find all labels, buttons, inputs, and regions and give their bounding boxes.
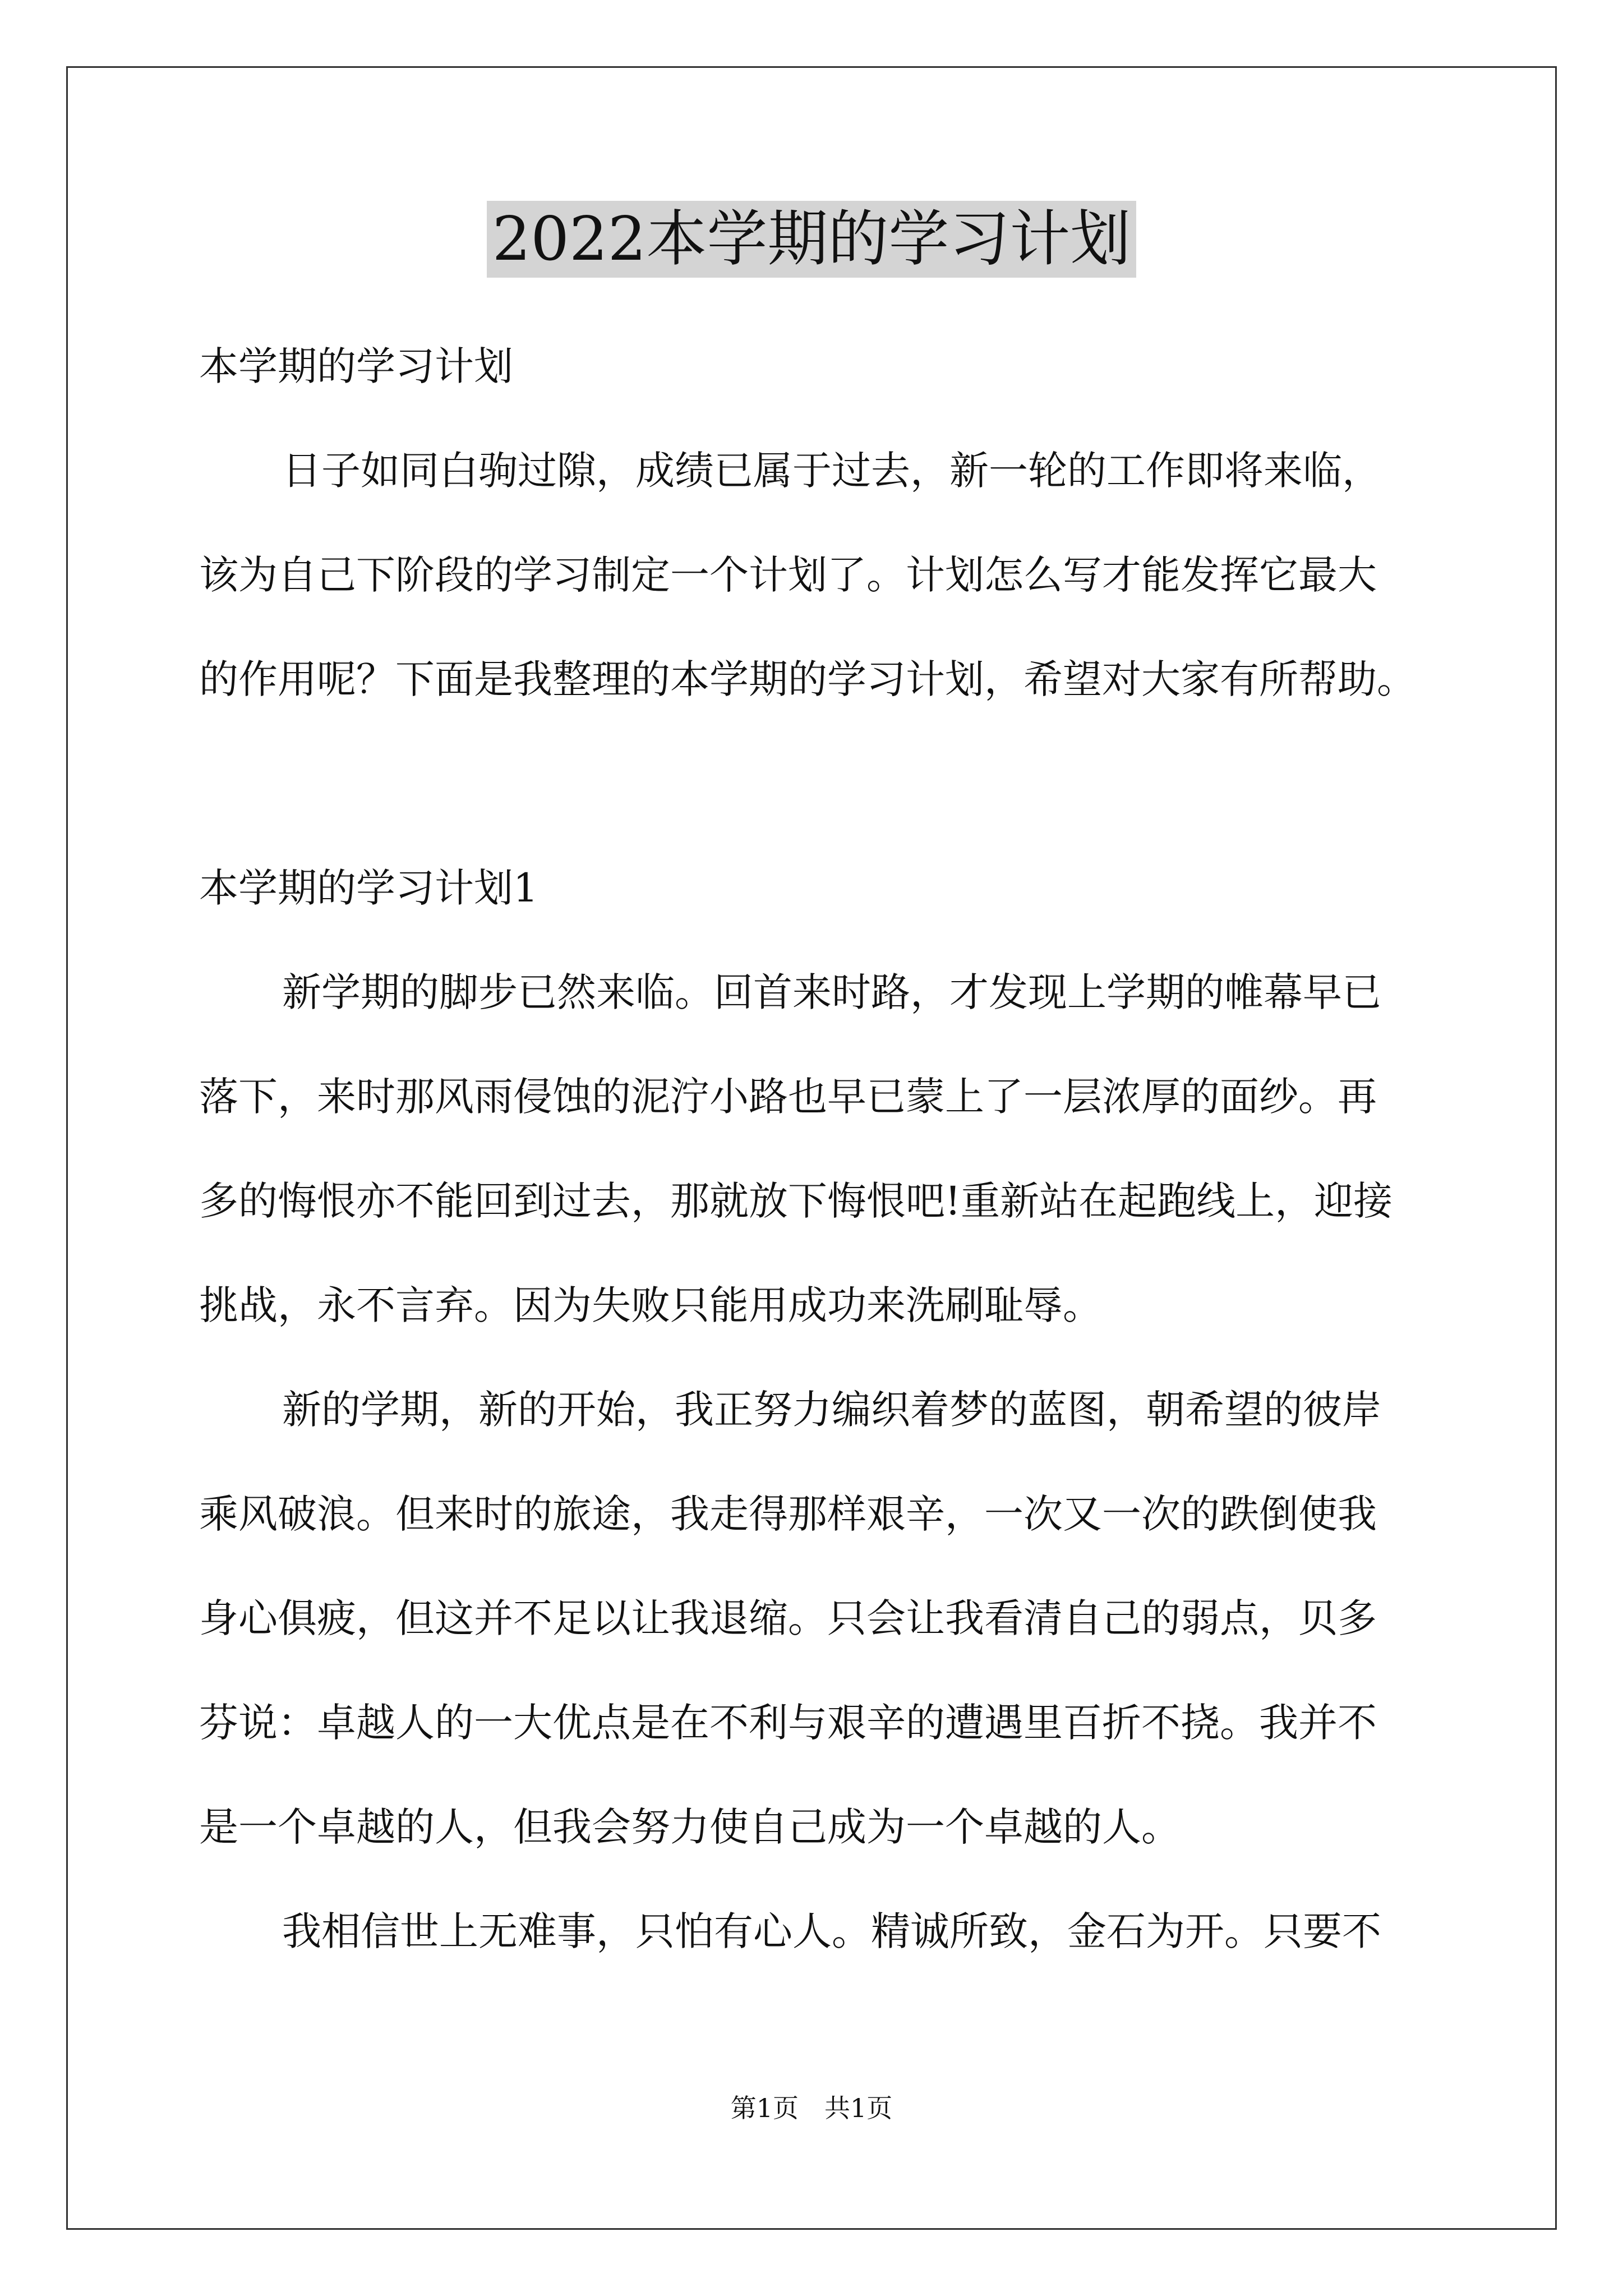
paragraph-line: 我相信世上无难事，只怕有心人。精诚所致，金石为开。只要不 (282, 1908, 1381, 1954)
paragraph-line: 乘风破浪。但来时的旅途，我走得那样艰辛，一次又一次的跌倒使我 (199, 1491, 1377, 1537)
paragraph-gap (199, 731, 1461, 836)
paragraph-line: 挑战，永不言弃。因为失败只能用成功来洗刷耻辱。 (199, 1282, 1102, 1328)
paragraph-line: 多的悔恨亦不能回到过去，那就放下悔恨吧!重新站在起跑线上，迎接 (199, 1178, 1393, 1224)
paragraph-line: 是一个卓越的人，但我会努力使自己成为一个卓越的人。 (199, 1804, 1181, 1850)
paragraph-line: 落下，来时那风雨侵蚀的泥泞小路也早已蒙上了一层浓厚的面纱。再 (199, 1074, 1377, 1120)
paragraph-line: 芬说：卓越人的一大优点是在不利与艰辛的遭遇里百折不挠。我并不 (199, 1700, 1377, 1746)
paragraph-line: 身心俱疲，但这并不足以让我退缩。只会让我看清自己的弱点，贝多 (199, 1595, 1377, 1641)
paragraph-line: 新学期的脚步已然来临。回首来时路，才发现上学期的帷幕早已 (282, 969, 1381, 1015)
paragraph-line: 新的学期，新的开始，我正努力编织着梦的蓝图，朝希望的彼岸 (282, 1387, 1381, 1433)
page-number-label: 第1页 共1页 (730, 2093, 893, 2123)
document-title-text: 2022本学期的学习计划 (487, 201, 1137, 278)
paragraph-line: 日子如同白驹过隙，成绩已属于过去，新一轮的工作即将来临， (282, 448, 1381, 494)
document-body (199, 314, 1461, 1984)
paragraph-line: 的作用呢？下面是我整理的本学期的学习计划，希望对大家有所帮助。 (199, 656, 1416, 702)
section-heading: 本学期的学习计划1 (199, 865, 538, 911)
document-title (0, 203, 1623, 276)
paragraph-line: 该为自己下阶段的学习制定一个计划了。计划怎么写才能发挥它最大 (199, 552, 1377, 598)
page-footer (0, 2091, 1623, 2125)
section-heading: 本学期的学习计划 (199, 343, 513, 389)
